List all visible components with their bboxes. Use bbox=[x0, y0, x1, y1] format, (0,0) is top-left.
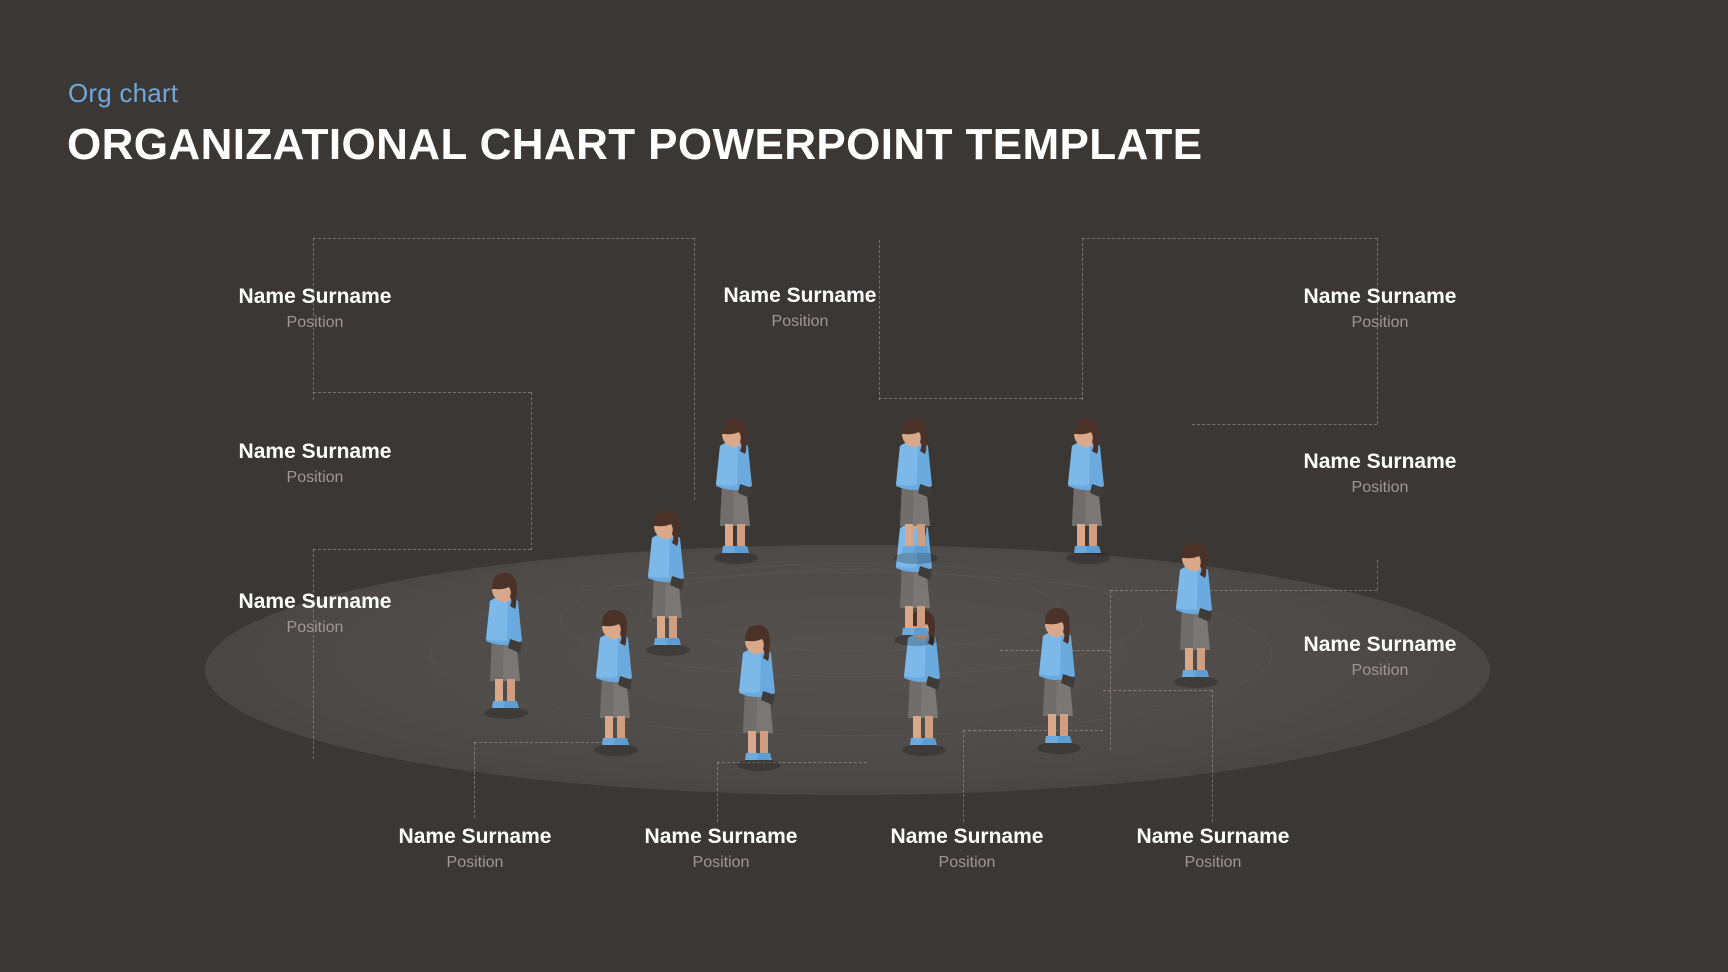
node-position: Position bbox=[1351, 314, 1409, 332]
node-name: Name Surname bbox=[1303, 285, 1457, 308]
person-figure bbox=[880, 398, 946, 566]
org-node-label[interactable] bbox=[1290, 633, 1470, 680]
connector-line bbox=[694, 238, 695, 500]
page-title: ORGANIZATIONAL CHART POWERPOINT TEMPLATE bbox=[67, 120, 1203, 169]
node-name: Name Surname bbox=[723, 284, 877, 307]
org-node-label[interactable] bbox=[1123, 825, 1303, 872]
org-node-label[interactable] bbox=[631, 825, 811, 872]
connector-line bbox=[717, 762, 718, 822]
connector-line bbox=[1110, 590, 1111, 750]
connector-line bbox=[313, 549, 531, 550]
connector-line bbox=[313, 549, 314, 759]
connector-line bbox=[1082, 238, 1377, 239]
node-name: Name Surname bbox=[398, 825, 552, 848]
person-figure bbox=[723, 605, 789, 773]
person-figure bbox=[1052, 398, 1118, 566]
connector-line bbox=[1103, 690, 1212, 691]
org-node-label[interactable] bbox=[1290, 450, 1470, 497]
org-node-label[interactable] bbox=[385, 825, 565, 872]
node-position: Position bbox=[1351, 662, 1409, 680]
org-node-label[interactable] bbox=[225, 590, 405, 637]
person-figure bbox=[470, 553, 536, 721]
org-node-label[interactable] bbox=[710, 284, 890, 331]
connector-line bbox=[531, 392, 532, 550]
connector-line bbox=[1377, 560, 1378, 590]
connector-line bbox=[313, 392, 531, 393]
node-name: Name Surname bbox=[238, 285, 392, 308]
node-name: Name Surname bbox=[1303, 450, 1457, 473]
connector-line bbox=[1212, 690, 1213, 822]
node-position: Position bbox=[446, 854, 504, 872]
connector-line bbox=[474, 742, 475, 818]
node-position: Position bbox=[771, 313, 829, 331]
node-position: Position bbox=[1351, 479, 1409, 497]
node-name: Name Surname bbox=[1136, 825, 1290, 848]
node-position: Position bbox=[286, 469, 344, 487]
node-position: Position bbox=[1184, 854, 1242, 872]
stage-ring-inner bbox=[640, 569, 1062, 651]
slide-eyebrow: Org chart bbox=[68, 78, 179, 108]
org-node-label[interactable] bbox=[1290, 285, 1470, 332]
org-node-label[interactable] bbox=[225, 285, 405, 332]
node-position: Position bbox=[692, 854, 750, 872]
node-position: Position bbox=[286, 619, 344, 637]
node-position: Position bbox=[938, 854, 996, 872]
node-name: Name Surname bbox=[238, 440, 392, 463]
node-name: Name Surname bbox=[644, 825, 798, 848]
org-node-label[interactable] bbox=[877, 825, 1057, 872]
connector-line bbox=[1082, 238, 1083, 400]
node-name: Name Surname bbox=[1303, 633, 1457, 656]
node-name: Name Surname bbox=[238, 590, 392, 613]
person-figure bbox=[1160, 522, 1226, 690]
person-figure bbox=[700, 398, 766, 566]
person-figure bbox=[580, 590, 646, 758]
org-node-label[interactable] bbox=[225, 440, 405, 487]
node-name: Name Surname bbox=[890, 825, 1044, 848]
node-position: Position bbox=[286, 314, 344, 332]
connector-line bbox=[1192, 424, 1377, 425]
connector-line bbox=[1110, 590, 1377, 591]
connector-line bbox=[963, 730, 964, 822]
connector-line bbox=[313, 238, 694, 239]
